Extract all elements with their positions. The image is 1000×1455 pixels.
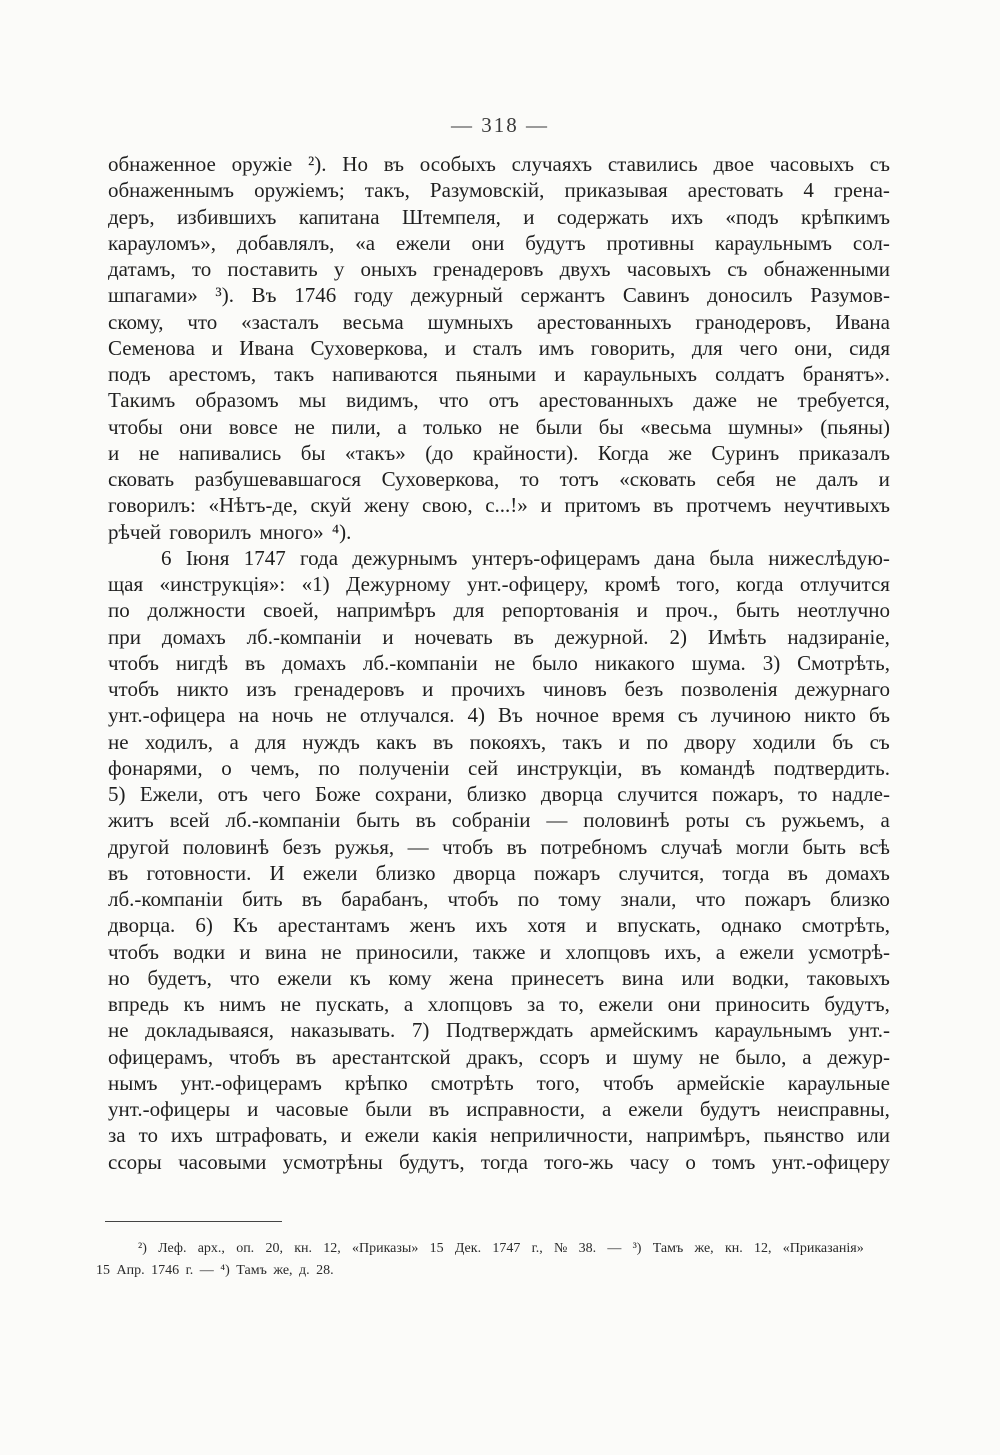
text-line: подъ арестомъ, такъ напиваются пьяными и караульныхъ солдатъ бранятъ».	[108, 362, 890, 386]
text-line: житъ всей лб.-компаніи быть въ собраніи — половинѣ роты съ ружьемъ, а	[108, 808, 890, 833]
text-line: по должности своей, напримѣръ для репортованія и проч., быть неотлучно	[108, 598, 890, 623]
text-line: унт.-офицеры и часовые были въ исправности, а ежели будутъ неисправны,	[108, 1097, 890, 1121]
text-line: лб.-компаніи бить въ барабанъ, чтобъ по тому знали, что пожаръ близко	[108, 887, 890, 911]
text-line: чтобы они вовсе не пили, а только не были бы «весьма шумны» (пьяны)	[108, 414, 890, 439]
text-line: рѣчей говорилъ много» ⁴).	[108, 519, 352, 544]
text-line: но будетъ, что ежели къ кому жена принесетъ вина или водки, таковыхъ	[108, 965, 890, 990]
text-line: Такимъ образомъ мы видимъ, что отъ арестованныхъ даже не требуется,	[108, 388, 890, 413]
text-line: другой половинѣ безъ ружья, — чтобъ въ потребномъ случаѣ могли быть всѣ	[108, 834, 890, 859]
text-line: въ готовности. И ежели близко дворца пожаръ случится, тогда въ домахъ	[108, 860, 890, 885]
text-line: щая «инструкція»: «1) Дежурному унт.-офицеру, кромѣ того, когда отлучится	[108, 572, 890, 596]
page-number: — 318 —	[451, 113, 549, 137]
text-line: говорилъ: «Нѣтъ-де, скуй жену свою, с...!» и притомъ въ протчемъ неучтивыхъ	[108, 493, 890, 518]
text-line: за то ихъ штрафовать, и ежели какія неприличности, напримѣръ, пьянство или	[108, 1123, 890, 1148]
footnote-divider	[105, 1221, 282, 1222]
footnotes	[96, 1238, 864, 1282]
text-line: и не напивались бы «такъ» (до крайности). Когда же Суринъ приказалъ	[108, 440, 890, 465]
text-line: шпагами» ³). Въ 1746 году дежурный сержантъ Савинъ доносилъ Разумов-	[108, 283, 890, 308]
text-line: скому, что «засталъ весьма шумныхъ арестованныхъ гранодеровъ, Ивана	[108, 309, 890, 334]
text-line: фонарями, о чемъ, по полученіи сей инструкціи, въ командѣ подтвердить.	[108, 755, 890, 780]
footnote-line: ²) Леф. арх., оп. 20, кн. 12, «Приказы» 15 Дек. 1747 г., № 38. — ³) Тамъ же, кн. 12, «Приказанія»	[138, 1241, 864, 1256]
text-line: карауломъ», добавлялъ, «а ежели они будутъ противны караульнымъ сол-	[108, 230, 890, 255]
footnote-line: 15 Апр. 1746 г. — ⁴) Тамъ же, д. 28.	[96, 1263, 334, 1278]
text-line: 6 Іюня 1747 года дежурнымъ унтеръ-офицерамъ дана была нижеслѣдую-	[161, 545, 890, 570]
text-line: при домахъ лб.-компаніи и ночевать въ дежурной. 2) Имѣть надзираніе,	[108, 624, 890, 649]
text-line: обнаженное оружіе ²). Но въ особыхъ случаяхъ ставились двое часовыхъ съ	[108, 152, 890, 176]
text-line: 5) Ежели, отъ чего Боже сохрани, близко дворца случится пожаръ, то надле-	[108, 782, 890, 806]
text-line: деръ, избившихъ капитана Штемпеля, и содержать ихъ «подъ крѣпкимъ	[108, 204, 890, 229]
text-line: обнаженнымъ оружіемъ; такъ, Разумовскій, приказывая арестовать 4 грена-	[108, 178, 890, 203]
text-line: офицерамъ, чтобъ въ арестантской дракъ, ссоръ и шуму не было, а дежур-	[108, 1044, 890, 1069]
text-line: чтобъ нигдѣ въ домахъ лб.-компаніи не было никакого шума. 3) Смотрѣть,	[108, 650, 890, 675]
text-line: ссоры часовыми усмотрѣны будутъ, тогда того-жь часу о томъ унт.-офицеру	[108, 1149, 890, 1174]
text-line: не докладываяся, наказывать. 7) Подтверждать армейскимъ караульнымъ унт.-	[108, 1018, 890, 1043]
text-line: не ходилъ, а для нуждъ какъ въ покояхъ, такъ и по двору ходили бъ съ	[108, 729, 890, 754]
text-line: чтобъ никто изъ гренадеровъ и прочихъ чиновъ безъ позволенія дежурнаго	[108, 677, 890, 701]
text-line: сковать разбушевавшагося Суховеркова, то тотъ «сковать себя не далъ и	[108, 467, 890, 491]
text-line: впредь къ нимъ не пускать, а хлопцовъ за то, ежели они приносить будутъ,	[108, 992, 890, 1016]
text-line: нымъ унт.-офицерамъ крѣпко смотрѣть того, чтобъ армейскіе караульные	[108, 1070, 890, 1095]
text-line: унт.-офицера на ночь не отлучался. 4) Въ ночное время съ лучиною никто бъ	[108, 703, 890, 728]
text-line: датамъ, то поставить у оныхъ гренадеровъ двухъ часовыхъ съ обнаженными	[108, 257, 890, 281]
main-text	[108, 151, 890, 1175]
text-line: дворца. 6) Къ арестантамъ женъ ихъ хотя и впускать, однако смотрѣть,	[108, 913, 890, 938]
text-line: Семенова и Ивана Суховеркова, и сталъ имъ говорить, для чего они, сидя	[108, 335, 890, 360]
text-line: чтобъ водки и вина не приносили, также и хлопцовъ ихъ, а ежели усмотрѣ-	[108, 939, 890, 964]
